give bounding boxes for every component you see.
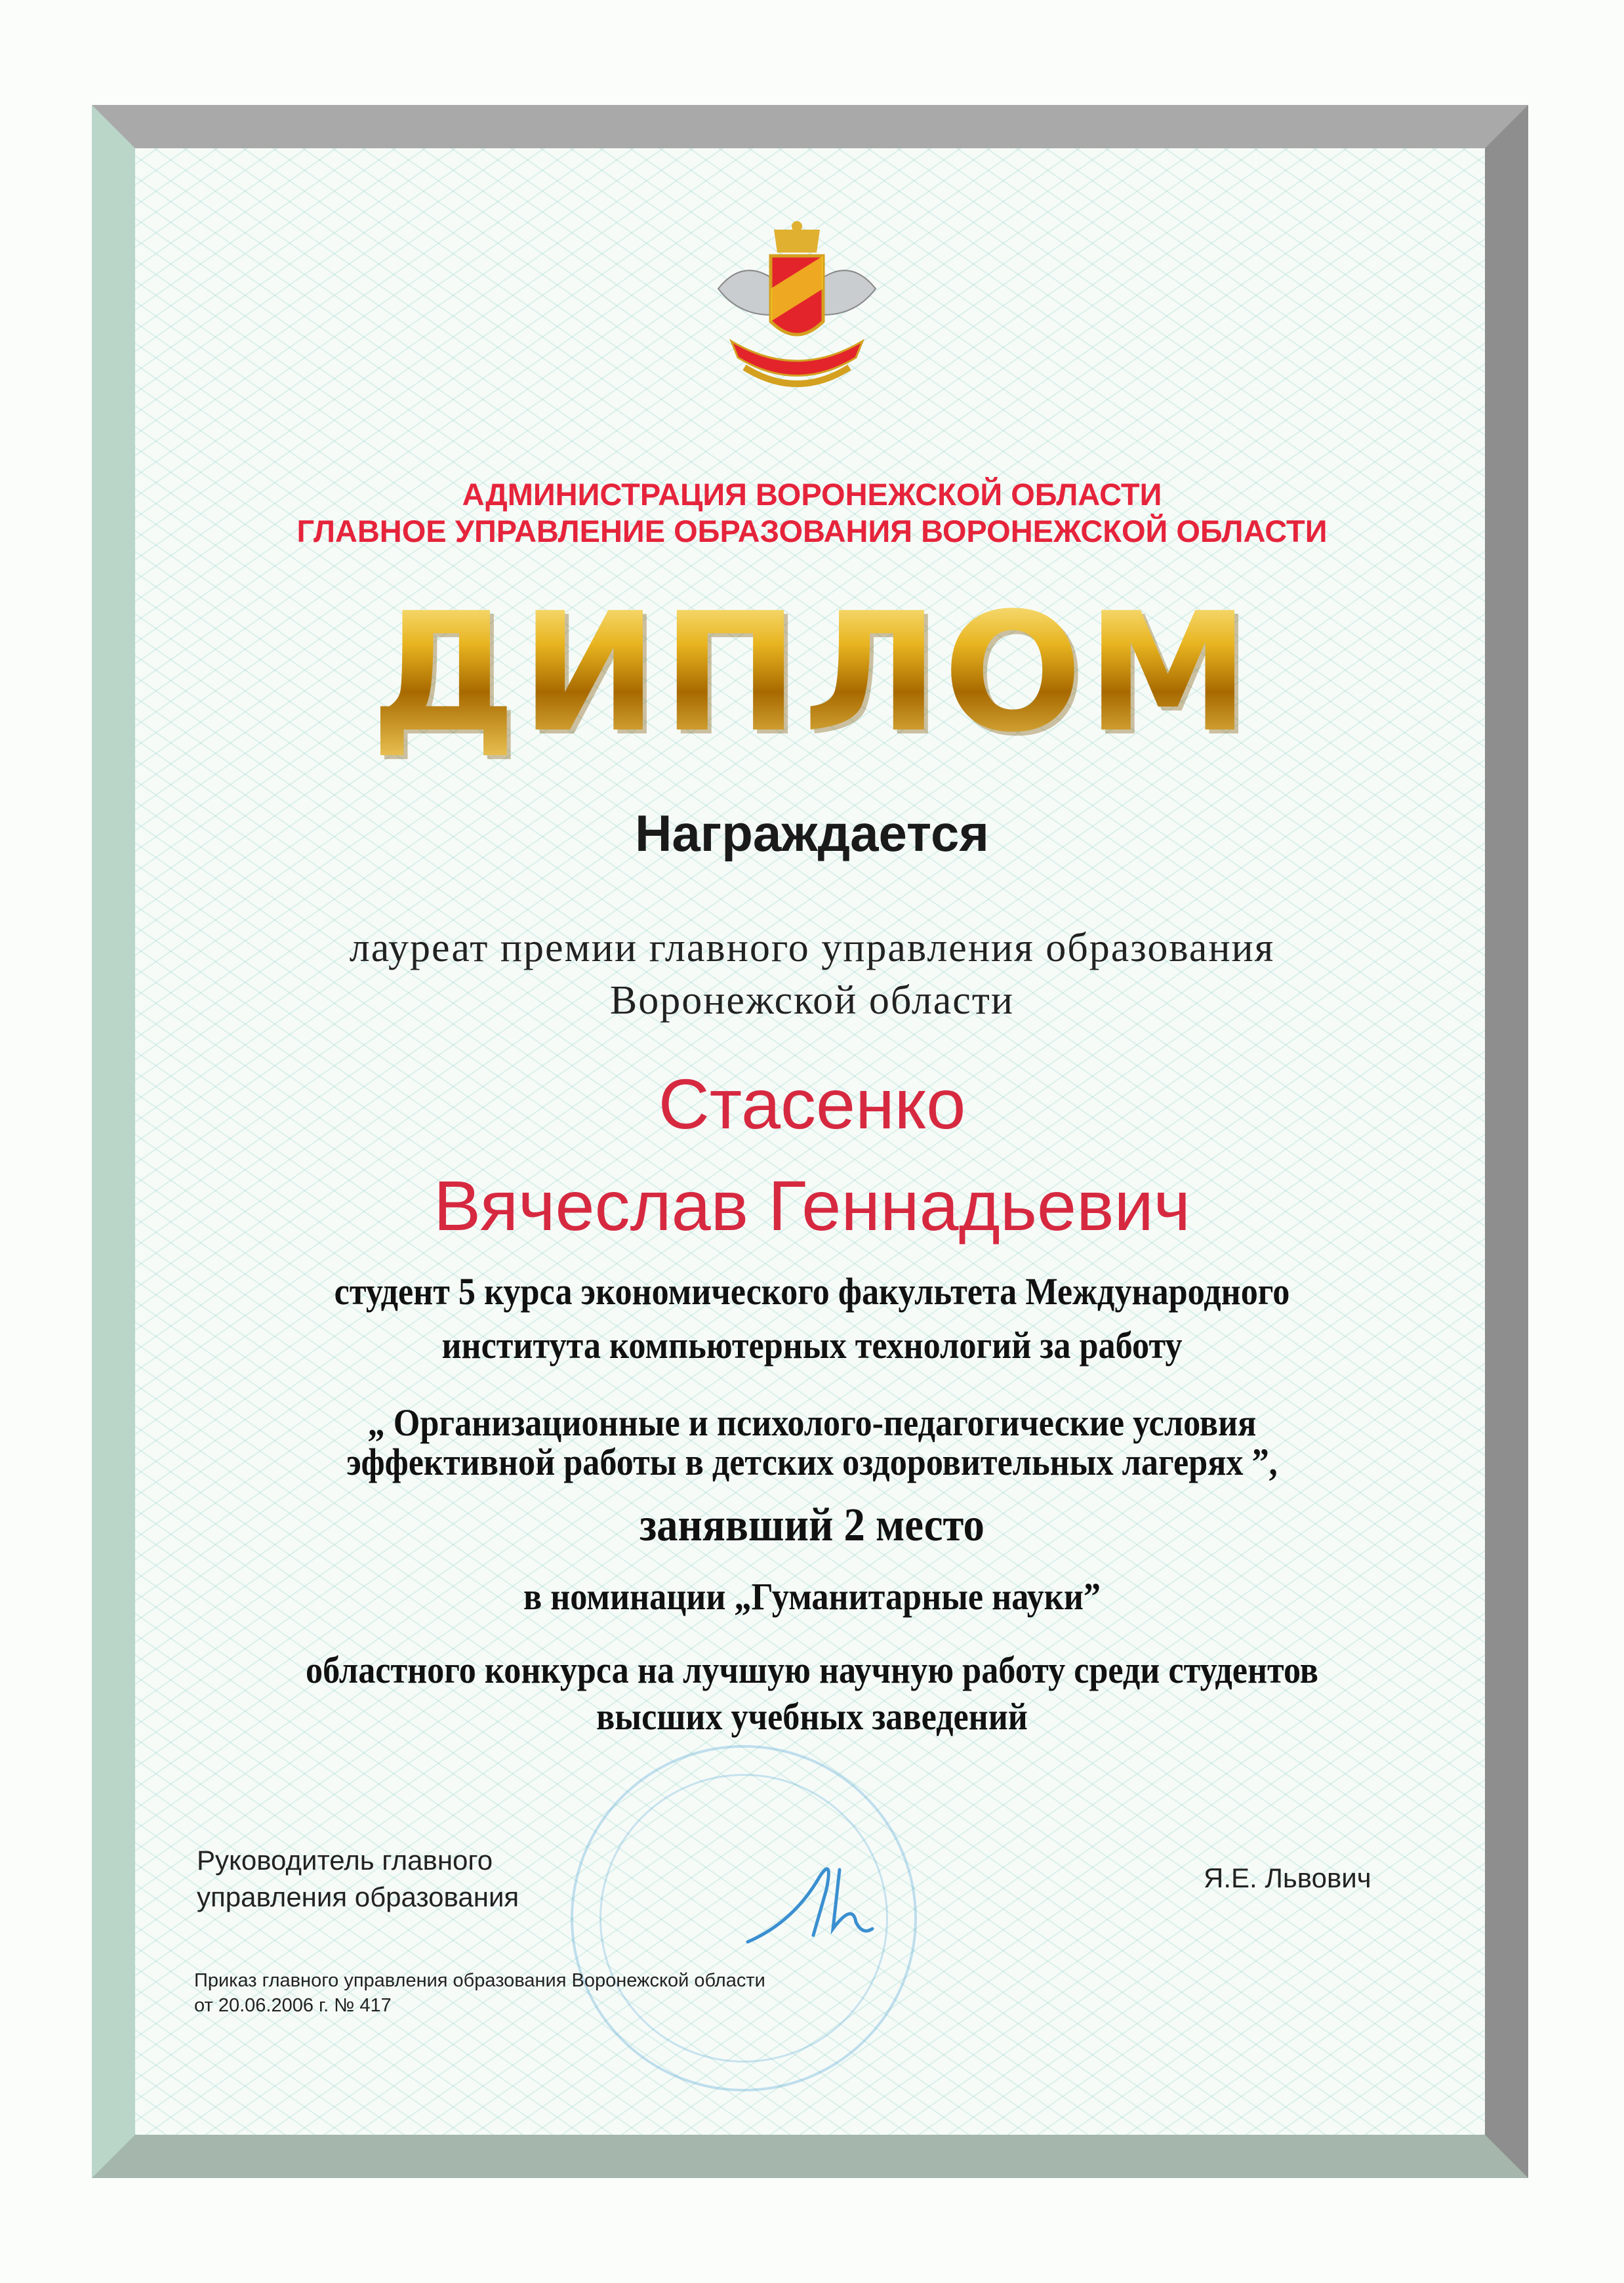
awarded-heading: Награждается	[635, 804, 989, 862]
place-text: занявший 2 место	[639, 1498, 985, 1551]
signatory-name: Я.Е. Львович	[1204, 1862, 1371, 1893]
laureate-line-1: лауреат премии главного управления образования	[349, 926, 1275, 970]
contest-line-2: высших учебных заведений	[596, 1695, 1028, 1738]
recipient-given-names: Вячеслав Геннадьевич	[433, 1166, 1191, 1245]
laureate-line-2: Воронежской области	[609, 978, 1015, 1023]
work-title-line-1: „ Организационные и психолого-педагогические условия	[367, 1401, 1257, 1444]
student-info-line-1: студент 5 курса экономического факультета Международного	[334, 1270, 1290, 1313]
work-title-line-2: эффективной работы в детских оздоровительных лагерях ”,	[346, 1441, 1278, 1483]
contest-line-1: областного конкурса на лучшую научную работу среди студентов	[306, 1649, 1318, 1691]
signatory-position-line-1: Руководитель главного	[197, 1845, 493, 1876]
student-info-line-2: института компьютерных технологий за работу	[441, 1324, 1183, 1367]
header-administration: АДМИНИСТРАЦИЯ ВОРОНЕЖСКОЙ ОБЛАСТИ	[462, 477, 1162, 512]
order-line-1: Приказ главного управления образования Воронежской области	[194, 1970, 765, 1991]
coat-of-arms-emblem	[705, 216, 889, 400]
handwritten-signature	[741, 1850, 977, 1955]
header-education-department: ГЛАВНОЕ УПРАВЛЕНИЕ ОБРАЗОВАНИЯ ВОРОНЕЖСКОЙ ОБЛАСТИ	[296, 514, 1328, 548]
nomination-text: в номинации „Гуманитарные науки”	[523, 1575, 1101, 1618]
order-reference	[194, 1968, 765, 2018]
diploma-title: ДИПЛОМ	[0, 577, 1624, 768]
signatory-position-line-2: управления образования	[197, 1882, 519, 1912]
signatory-position	[197, 1842, 519, 1916]
order-line-2: от 20.06.2006 г. № 417	[194, 1995, 392, 2016]
recipient-surname: Стасенко	[658, 1064, 966, 1143]
